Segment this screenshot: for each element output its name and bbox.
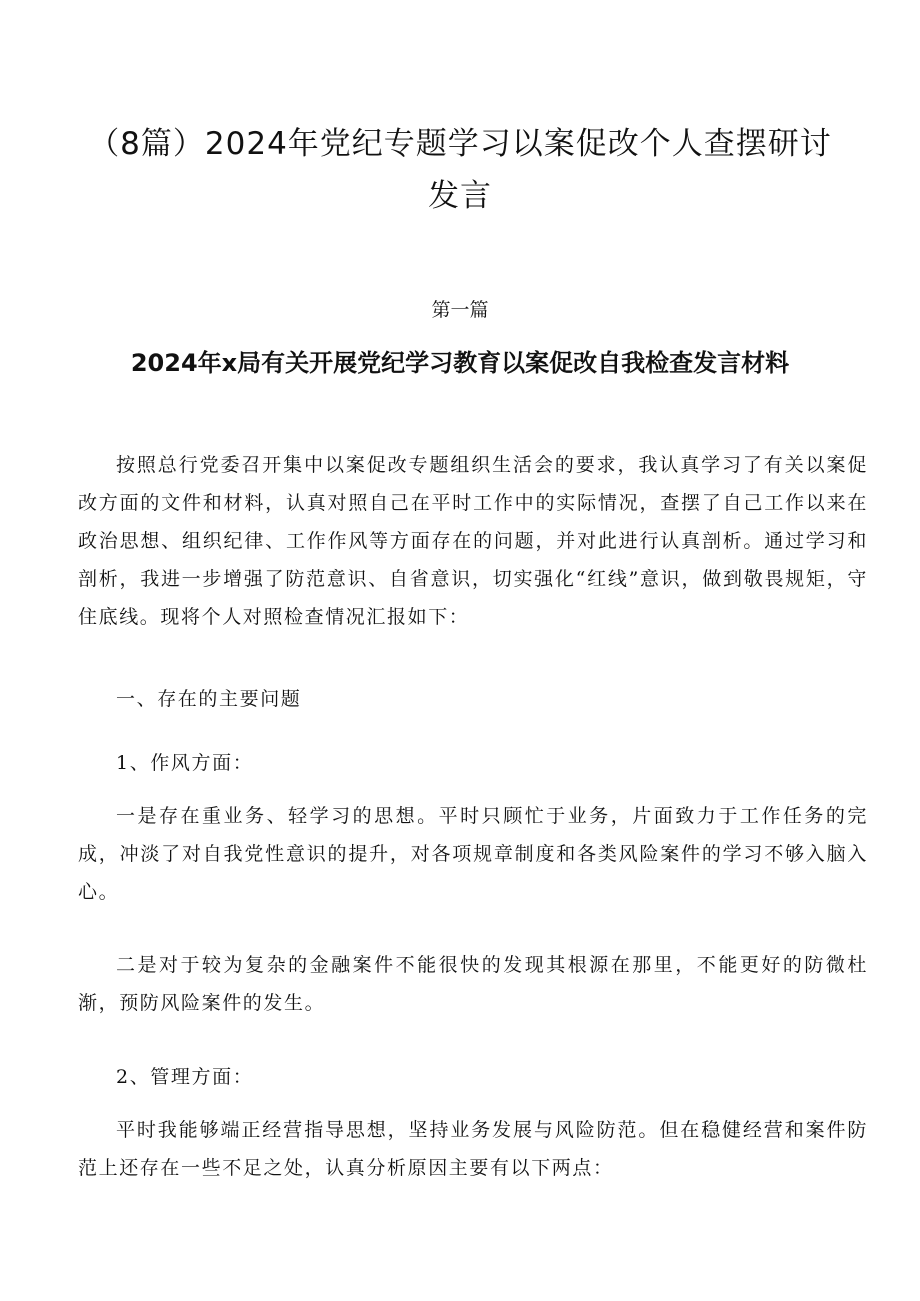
- heading-main-problems: 一、存在的主要问题: [116, 688, 302, 710]
- paragraph-point-2: 二是对于较为复杂的金融案件不能很快的发现其根源在那里，不能更好的防微杜渐，预防风险案件的发生。: [78, 954, 868, 1014]
- intro-paragraph: 按照总行党委召开集中以案促改专题组织生活会的要求，我认真学习了有关以案促改方面的文件和材料，认真对照自己在平时工作中的实际情况，查摆了自己工作以来在政治思想、组织纪律、工作作风等方面存在的问题，并对此进行认真剖析。通过学习和剖析，我进一步增强了防范意识、自省意识，切实强化“红线”意识，做到敬畏规矩，守住底线。现将个人对照检查情况汇报如下：: [78, 454, 868, 628]
- document-title: （8篇）2024年党纪专题学习以案促改个人查摆研讨发言: [88, 126, 832, 214]
- paragraph-point-3: 平时我能够端正经营指导思想，坚持业务发展与风险防范。但在稳健经营和案件防范上还存在一些不足之处，认真分析原因主要有以下两点：: [78, 1119, 868, 1179]
- heading-work-style: 1、作风方面：: [116, 752, 254, 774]
- section-title: 2024年x局有关开展党纪学习教育以案促改自我检查发言材料: [130, 349, 790, 377]
- paragraph-point-1: 一是存在重业务、轻学习的思想。平时只顾忙于业务，片面致力于工作任务的完成，冲淡了对自我党性意识的提升，对各项规章制度和各类风险案件的学习不够入脑入心。: [78, 805, 868, 903]
- heading-management: 2、管理方面：: [116, 1066, 254, 1088]
- section-label: 第一篇: [431, 299, 489, 321]
